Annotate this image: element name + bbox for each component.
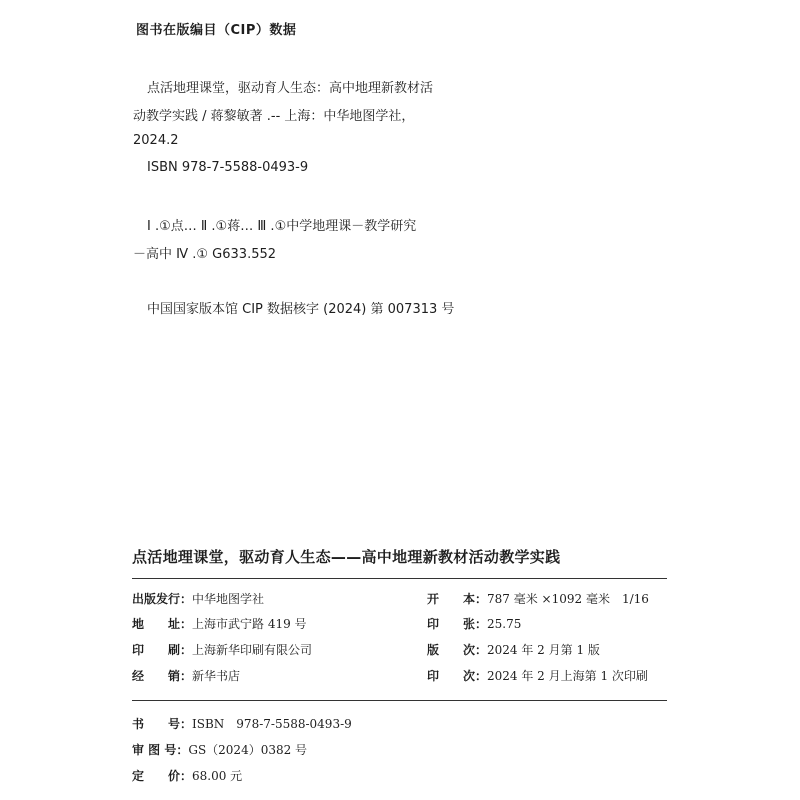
map-review-row [132,741,307,758]
row-value: 25.75 [487,617,522,631]
distributor-row [132,667,240,684]
edition-row [427,641,600,658]
row-value: 上海新华印刷有限公司 [192,643,313,657]
row-label: 开 本： [427,592,488,606]
row-value: 68.00 元 [192,769,243,783]
cip-line: －高中 Ⅳ .① G633.552 [133,247,277,262]
row-label: 经 销： [132,669,193,683]
cip-line: 中国国家版本馆 CIP 数据核字 (2024) 第 007313 号 [147,302,455,317]
row-label: 定 价： [132,769,193,783]
row-value: 787 毫米 ×1092 毫米 1/16 [487,592,649,606]
cip-line: ISBN 978-7-5588-0493-9 [147,160,309,175]
row-value: 2024 年 2 月第 1 版 [487,643,600,657]
cip-header: 图书在版编目（CIP）数据 [136,23,297,38]
printer-row [132,641,312,658]
row-value: GS（2024）0382 号 [188,743,308,757]
cip-line: 动教学实践 / 蒋黎敏著 .-- 上海：中华地图学社， [133,109,415,124]
middle-rule [132,700,667,701]
format-row [427,590,649,607]
cip-line: Ⅰ .①点… Ⅱ .①蒋… Ⅲ .①中学地理课－教学研究 [147,219,417,234]
publisher-row [132,590,264,607]
row-value: 新华书店 [192,669,241,683]
row-value: 2024 年 2 月上海第 1 次印刷 [487,669,648,683]
row-label: 审 图 号： [132,743,189,757]
row-label: 出版发行： [132,592,193,606]
address-row [132,615,307,632]
printing-row [427,667,648,684]
cip-line: 2024.2 [133,133,179,148]
row-label: 版 次： [427,643,488,657]
cip-line: 点活地理课堂，驱动育人生态：高中地理新教材活 [147,81,434,96]
row-value: ISBN 978-7-5588-0493-9 [192,717,352,731]
row-value: 中华地图学社 [192,592,265,606]
row-value: 上海市武宁路 419 号 [192,617,307,631]
row-label: 印 张： [427,617,488,631]
sheets-row [427,615,521,632]
isbn-row [132,715,352,732]
row-label: 印 刷： [132,643,193,657]
row-label: 书 号： [132,717,193,731]
row-label: 地 址： [132,617,193,631]
price-row [132,767,242,784]
book-title: 点活地理课堂，驱动育人生态——高中地理新教材活动教学实践 [132,548,561,566]
title-rule [132,578,667,579]
row-label: 印 次： [427,669,488,683]
